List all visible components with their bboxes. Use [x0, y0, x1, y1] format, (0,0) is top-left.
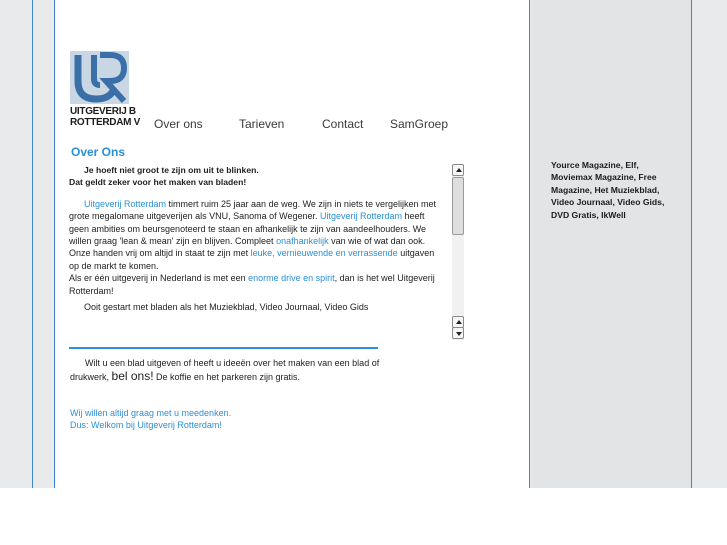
contact-paragraph: Wilt u een blad uitgeven of heeft u ideeën over het maken van een blad of drukwerk, bel ons! De koffie en het parkeren zijn gratis. [70, 358, 380, 383]
nav-tarieven[interactable]: Tarieven [239, 117, 285, 131]
call-us-text: bel ons! [111, 368, 154, 383]
link-onafhankelijk[interactable]: onafhankelijk [276, 236, 329, 247]
page-title: Over Ons [71, 145, 126, 159]
arrow-down-icon [456, 332, 462, 336]
link-uitgeverij-rotterdam-2[interactable]: Uitgeverij Rotterdam [319, 211, 403, 222]
right-sidebar [531, 0, 691, 488]
link-drive-en-spirit[interactable]: enorme drive en spirit [248, 273, 335, 284]
logo-line-2: ROTTERDAM V [70, 117, 141, 128]
lead-line-1: Je hoeft niet groot te zijn om uit te blinken. [84, 165, 259, 175]
welcome-line-1: Wij willen altijd graag met u meedenken. [70, 408, 232, 418]
welcome-message [70, 407, 370, 431]
paragraph-3: Als er één uitgeverij in Nederland is met een enorme drive en spirit, dan is het wel Uitgeverij Rotterdam! [69, 273, 435, 296]
scroll-down-button[interactable] [452, 327, 464, 339]
vertical-scrollbar[interactable] [452, 164, 464, 340]
sidebar-magazine-list: Yource Magazine, Elf, Moviemax Magazine, Free Magazine, Het Muziekblad, Video Journaal, Video Gids, DVD Gratis, IkWell [551, 160, 665, 220]
nav-samgroep[interactable]: SamGroep [390, 117, 449, 131]
site-logo[interactable] [70, 51, 141, 133]
nav-over-ons[interactable]: Over ons [154, 117, 203, 131]
paragraph-4: Ooit gestart met bladen als het Muziekblad, Video Journaal, Video Gids [84, 302, 369, 313]
link-leuke-vernieuwende[interactable]: leuke, vernieuwende en verrassende [250, 248, 398, 259]
welcome-line-2: Dus: Welkom bij Uitgeverij Rotterdam! [70, 420, 222, 430]
arrow-up-icon [456, 168, 462, 172]
logo-wordmark [70, 106, 141, 128]
logo-line-1: UITGEVERIJ B [70, 106, 136, 117]
nav-contact[interactable]: Contact [322, 117, 364, 131]
paragraph-1: Uitgeverij Rotterdam timmert ruim 25 jaar aan de weg. We zijn in niets te vergelijken met grote megalomane uitgeverijen als VNU, Sanoma of Wegener. Uitgeverij Rotterdam heeft geen ambities om beursgenoteerd te staan en afhankelijk te zijn van aandeelhouders. We willen graag 'lean & mean' zijn en blijven. Compleet onafhankelijk van wie of wat dan ook. [69, 198, 436, 247]
scrollbar-thumb[interactable] [452, 177, 464, 235]
lead-line-2: Dat geldt zeker voor het maken van bladen! [69, 177, 247, 188]
scroll-up-button[interactable] [452, 164, 464, 176]
content-divider [69, 347, 378, 349]
link-uitgeverij-rotterdam[interactable]: Uitgeverij Rotterdam [84, 198, 167, 209]
scrollable-content[interactable] [69, 164, 464, 344]
ur-logo-icon [70, 51, 129, 104]
content-text [69, 164, 444, 313]
paragraph-2: Onze handen vrij om altijd in staat te zijn met leuke, vernieuwende en verrassende uitgaven op de markt te komen. [69, 248, 435, 271]
arrow-up-icon [456, 320, 462, 324]
